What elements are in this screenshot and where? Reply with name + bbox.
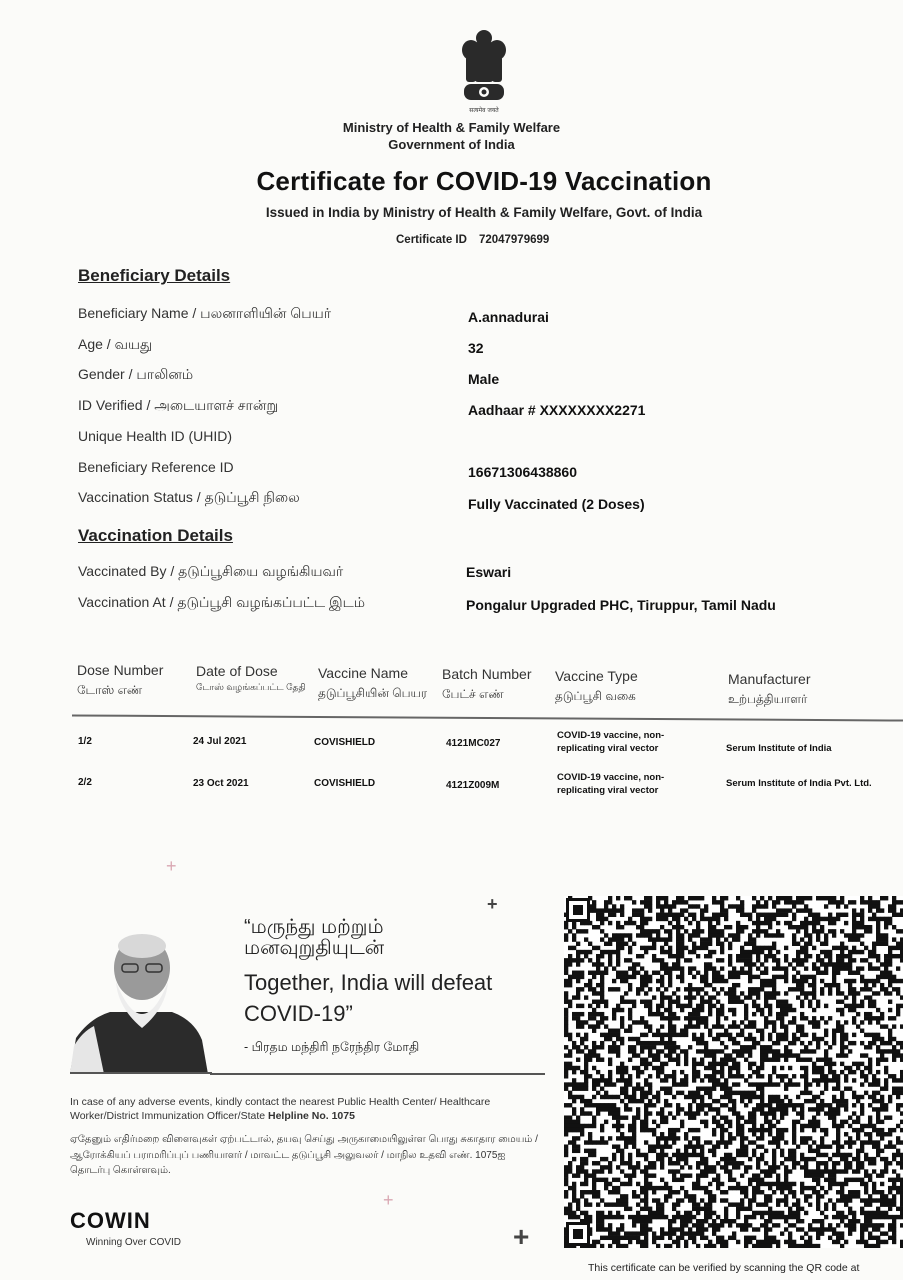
verify-note: This certificate can be verified by scanning the QR code at — [588, 1262, 860, 1274]
reference-id-label: Beneficiary Reference ID — [78, 459, 234, 475]
reference-id-value: 16671306438860 — [468, 464, 578, 480]
dose-2-vaccine: COVISHIELD — [314, 778, 376, 789]
portrait-photo — [70, 928, 212, 1074]
ministry-name: Ministry of Health & Family Welfare — [342, 120, 561, 135]
adverse-events-advisory-tamil: ஏதேனும் எதிர்மறை விளைவுகள் ஏற்பட்டால், தயவு செய்து அருகாமையிலுள்ள பொது சுகாதார மையம் / ஆரோக்கியப் பராமரிப்புப் பணியாளர் / மாவட்ட தடுப்பூசி அலுவலர் / மாநில உதவி எண். 1075ஐ தொடர்பு கொள்ளவும். — [70, 1134, 538, 1176]
beneficiary-heading: Beneficiary Details — [78, 266, 231, 285]
col-dose-number: Dose Number டோஸ் எண் — [77, 662, 164, 697]
adverse-events-advisory: In case of any adverse events, kindly contact the nearest Public Health Center/ Healthcare Worker/District Immunization Officer/State Helpline No. 1075 — [70, 1096, 491, 1122]
gender-value: Male — [468, 371, 500, 387]
col-manufacturer: Manufacturer உற்பத்தியாளர் — [728, 671, 811, 706]
dose-2-number: 2/2 — [78, 777, 92, 788]
dose-2-batch: 4121Z009M — [446, 780, 500, 791]
quote-divider — [210, 1073, 545, 1075]
dose-2-manufacturer: Serum Institute of India Pvt. Ltd. — [726, 778, 872, 789]
crosshair-mark-icon: + — [383, 1190, 394, 1210]
cowin-logo: COWIN — [70, 1208, 151, 1233]
id-verified-label: ID Verified / அடையாளச் சான்று — [78, 397, 279, 413]
uhid-label: Unique Health ID (UHID) — [78, 428, 233, 444]
helpline-number: Helpline No. 1075 — [268, 1110, 355, 1122]
certificate-id-label: Certificate ID — [396, 234, 467, 246]
dose-1-batch: 4121MC027 — [446, 738, 501, 749]
ministry-header — [0, 119, 903, 153]
certificate-title: Certificate for COVID-19 Vaccination — [256, 166, 712, 196]
cowin-tagline: Winning Over COVID — [86, 1237, 182, 1248]
certificate-subtitle: Issued in India by Ministry of Health & Family Welfare, Govt. of India — [265, 205, 703, 220]
gender-label: Gender / பாலினம் — [78, 366, 194, 382]
dose-1-type: COVID-19 vaccine, non-replicating viral vector — [557, 730, 665, 754]
id-verified-value: Aadhaar # XXXXXXXX2271 — [468, 402, 646, 418]
col-date-of-dose: Date of Dose டோஸ் வழங்கப்பட்ட தேதி — [196, 663, 306, 692]
col-batch-number: Batch Number பேட்ச் எண் — [442, 666, 532, 701]
verification-qr-code[interactable] — [564, 896, 903, 1248]
col-vaccine-type: Vaccine Type தடுப்பூசி வகை — [555, 668, 638, 703]
vaccinated-by-value: Eswari — [466, 564, 512, 580]
age-label: Age / வயது — [78, 336, 153, 352]
crosshair-mark-icon: + — [487, 894, 498, 914]
dose-1-date: 24 Jul 2021 — [193, 736, 247, 747]
government-name: Government of India — [388, 137, 515, 152]
dose-2-date: 23 Oct 2021 — [193, 778, 249, 789]
dose-1-manufacturer: Serum Institute of India — [726, 743, 832, 754]
vaccination-status-value: Fully Vaccinated (2 Doses) — [468, 496, 645, 512]
crosshair-mark-icon: + — [513, 1221, 530, 1252]
dose-1-number: 1/2 — [78, 736, 92, 747]
crosshair-mark-icon: + — [166, 856, 177, 876]
age-value: 32 — [468, 340, 484, 356]
quote-attribution: - பிரதம மந்திரி நரேந்திர மோதி — [244, 1040, 420, 1054]
dose-2-type: COVID-19 vaccine, non-replicating viral vector — [557, 772, 665, 796]
quote-english: Together, India will defeat COVID-19” — [244, 970, 493, 1026]
col-vaccine-name: Vaccine Name தடுப்பூசியின் பெயர — [318, 665, 428, 700]
beneficiary-name-label: Beneficiary Name / பலனாளியின் பெயர் — [78, 305, 332, 321]
table-divider — [72, 714, 903, 721]
dose-1-vaccine: COVISHIELD — [314, 737, 376, 748]
beneficiary-name-value: A.annadurai — [468, 309, 549, 325]
quote-tamil: “மருந்து மற்றும் மனவுறுதியுடன் — [244, 916, 385, 959]
national-emblem-icon — [458, 28, 510, 116]
certificate-id — [396, 234, 549, 246]
svg-text:सत्यमेव जयते: सत्यमेव जयते — [469, 107, 499, 114]
vaccination-at-label: Vaccination At / தடுப்பூசி வழங்கப்பட்ட இடம் — [78, 594, 365, 610]
vaccinated-by-label: Vaccinated By / தடுப்பூசியை வழங்கியவர் — [78, 563, 344, 579]
certificate-id-value: 72047979699 — [478, 234, 550, 246]
vaccination-at-value: Pongalur Upgraded PHC, Tiruppur, Tamil Nadu — [466, 597, 776, 613]
vaccination-status-label: Vaccination Status / தடுப்பூசி நிலை — [78, 489, 300, 505]
vaccination-heading: Vaccination Details — [78, 526, 233, 545]
